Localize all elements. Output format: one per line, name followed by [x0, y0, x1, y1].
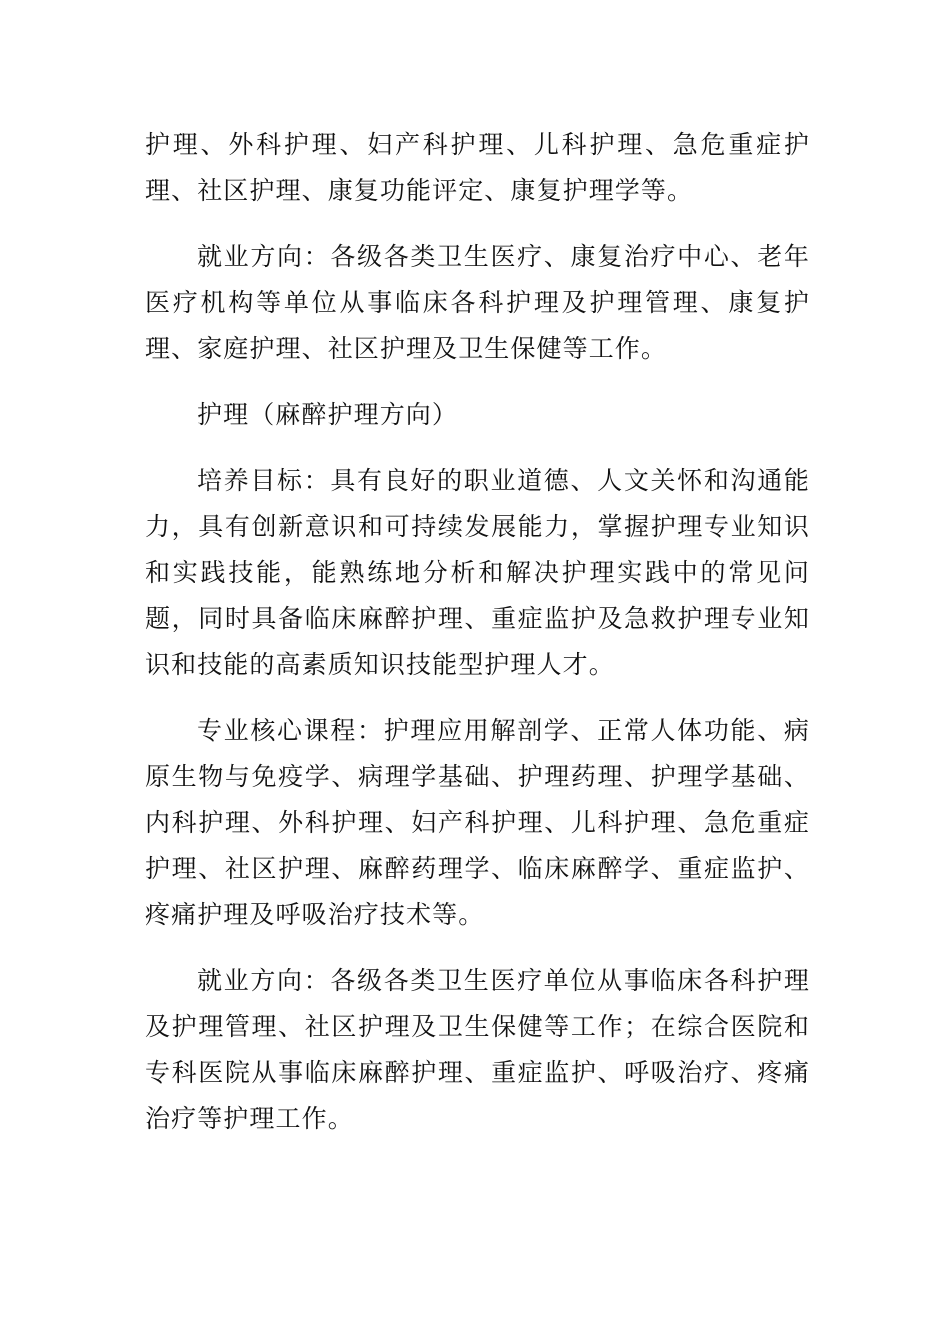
section-heading-anesthesia-nursing: 护理（麻醉护理方向） — [197, 400, 459, 429]
document-body — [145, 122, 810, 1162]
paragraph-employment-direction: 就业方向：各级各类卫生医疗、康复治疗中心、老年医疗机构等单位从事临床各科护理及护理管理、康复护理、家庭护理、社区护理及卫生保健等工作。 — [145, 242, 810, 363]
paragraph-core-courses: 专业核心课程：护理应用解剖学、正常人体功能、病原生物与免疫学、病理学基础、护理药理、护理学基础、内科护理、外科护理、妇产科护理、儿科护理、急危重症护理、社区护理、麻醉药理学、临床麻醉学、重症监护、疼痛护理及呼吸治疗技术等。 — [145, 716, 810, 929]
paragraph-course-continuation: 护理、外科护理、妇产科护理、儿科护理、急危重症护理、社区护理、康复功能评定、康复护理学等。 — [145, 130, 810, 205]
paragraph-employment-direction-anesthesia: 就业方向：各级各类卫生医疗单位从事临床各科护理及护理管理、社区护理及卫生保健等工作；在综合医院和专科医院从事临床麻醉护理、重症监护、呼吸治疗、疼痛治疗等护理工作。 — [145, 966, 810, 1133]
paragraph-training-objective: 培养目标：具有良好的职业道德、人文关怀和沟通能力，具有创新意识和可持续发展能力，掌握护理专业知识和实践技能，能熟练地分析和解决护理实践中的常见问题，同时具备临床麻醉护理、重症监护及急救护理专业知识和技能的高素质知识技能型护理人才。 — [145, 466, 810, 679]
